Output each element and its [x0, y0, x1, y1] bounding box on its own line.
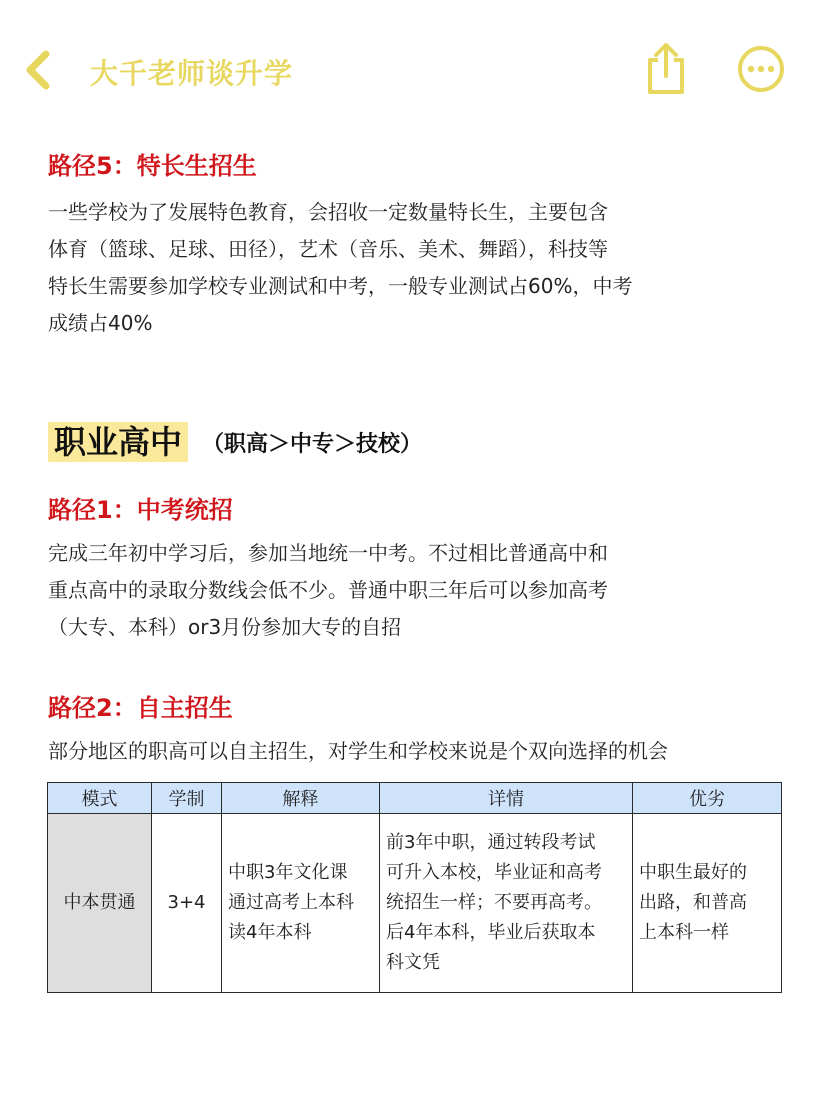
paragraph-line: 一些学校为了发展特色教育，会招收一定数量特长生，主要包含 [48, 200, 608, 224]
cell-detail [380, 814, 633, 993]
top-bar [0, 0, 828, 140]
paragraph-line: 成绩占40% [48, 311, 153, 335]
cell-mode: 中本贯通 [48, 814, 152, 993]
paragraph-line: 特长生需要参加学校专业测试和中考，一般专业测试占60%，中考 [48, 274, 633, 298]
cell-line: 读4年本科 [228, 922, 312, 943]
cell-explain [222, 814, 380, 993]
header-detail: 详情 [380, 783, 633, 814]
cell-line: 前3年中职，通过转段考试 [386, 832, 596, 853]
section-subtitle: （职高＞中专＞技校） [202, 431, 423, 457]
cell-line: 中职生最好的 [639, 862, 747, 883]
paragraph-line: 完成三年初中学习后，参加当地统一中考。不过相比普通高中和 [48, 541, 608, 565]
share-button[interactable] [642, 40, 690, 96]
chevron-left-icon [18, 48, 62, 92]
path2-heading: 路径2：自主招生 [48, 694, 233, 722]
paragraph-line: （大专、本科）or3月份参加大专的自招 [48, 615, 402, 639]
account-title: 大千老师谈升学 [90, 57, 294, 90]
table-row [48, 814, 782, 993]
back-button[interactable] [18, 48, 62, 92]
cell-line: 通过高考上本科 [228, 892, 354, 913]
header-explain: 解释 [222, 783, 380, 814]
share-icon [642, 40, 690, 96]
table-header-row [48, 783, 782, 814]
paragraph-line: 重点高中的录取分数线会低不少。普通中职三年后可以参加高考 [48, 578, 608, 602]
paragraph-line: 部分地区的职高可以自主招生，对学生和学校来说是个双向选择的机会 [48, 739, 668, 763]
path2-paragraph [48, 733, 788, 770]
path1-heading: 路径1：中考统招 [48, 496, 233, 524]
cell-line: 统招生一样；不要再高考。 [386, 892, 602, 913]
more-options-button[interactable] [736, 44, 786, 94]
cell-years: 3+4 [152, 814, 222, 993]
header-pros: 优劣 [633, 783, 782, 814]
path5-heading: 路径5：特长生招生 [48, 152, 257, 180]
cell-line: 可升入本校，毕业证和高考 [386, 862, 602, 883]
header-years: 学制 [152, 783, 222, 814]
section-title-highlight: 职业高中 [48, 422, 188, 462]
cell-line: 后4年本科，毕业后获取本 [386, 922, 596, 943]
cell-line: 出路，和普高 [639, 892, 747, 913]
header-mode: 模式 [48, 783, 152, 814]
paragraph-line: 体育（篮球、足球、田径），艺术（音乐、美术、舞蹈），科技等 [48, 237, 608, 261]
cell-line: 科文凭 [386, 952, 440, 973]
more-icon [736, 44, 786, 94]
path1-paragraph [48, 535, 788, 646]
section-title [48, 420, 422, 464]
program-table [47, 782, 782, 993]
path5-paragraph [48, 194, 788, 342]
cell-pros [633, 814, 782, 993]
cell-line: 中职3年文化课 [228, 862, 348, 883]
cell-line: 上本科一样 [639, 922, 729, 943]
